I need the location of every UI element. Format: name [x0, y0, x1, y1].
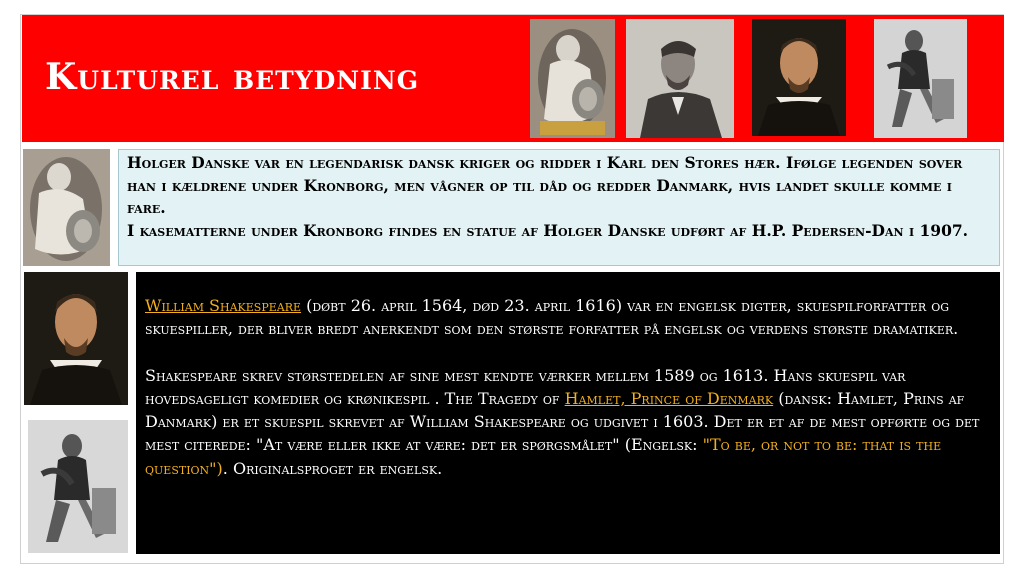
shakespeare-textbox [136, 272, 1000, 554]
man-portrait-image [626, 19, 734, 138]
shakespeare-intro-text: (døbt 26. april 1564, død 23. april 1616) var en engelsk digter, skuespilforfatter og skuespiller, der bliver bredt anerkendt som den største forfatter på engelsk og verdens største dramatiker. [145, 296, 959, 339]
hamlet-actor-image [874, 19, 967, 138]
holger-statue-image [530, 19, 615, 138]
holger-statue-side-image [23, 149, 110, 266]
holger-paragraph-1: Holger Danske var en legendarisk dansk kriger og ridder i Karl den Stores hær. Ifølge legenden sover han i kældrene under Kronborg, men vågner op til dåd og redder Danmark, hvis landet skulle komme i fare. [127, 153, 963, 217]
shakespeare-link[interactable]: William Shakespeare [145, 296, 302, 315]
holger-danske-textbox [118, 149, 1000, 266]
shakespeare-works-paragraph [145, 364, 992, 480]
works-text-1: Shakespeare skrev størstedelen af sine mest kendte værker mellem 1589 og 1613. Hans skuespil var hovedsageligt komedier og krønikespil . The Tragedy of [145, 365, 906, 408]
holger-paragraph-2: I kasematterne under Kronborg findes en statue af Holger Danske udført af H.P. Pedersen-Dan i 1907. [127, 220, 969, 240]
shakespeare-intro-paragraph [145, 294, 992, 341]
shakespeare-portrait-side-image [24, 272, 128, 405]
works-text-2: (dansk: Hamlet, Prins af Danmark) er et skuespil skrevet af William Shakespeare og udgivet i 1603. Det er et af de mest opførte og det mest citerede: "At være eller ikke at være: det er spørgsmålet" (Engelsk: [145, 388, 980, 455]
slide-title: Kulturel betydning [45, 56, 420, 98]
hamlet-link[interactable]: Hamlet, Prince of Denmark [564, 388, 774, 408]
works-text-3: . Originalsproget er engelsk. [222, 458, 443, 478]
shakespeare-portrait-image [752, 19, 846, 136]
english-quote-link[interactable]: "To be, or not to be: that is the question") [145, 435, 942, 478]
hamlet-actor-side-image [28, 420, 128, 553]
